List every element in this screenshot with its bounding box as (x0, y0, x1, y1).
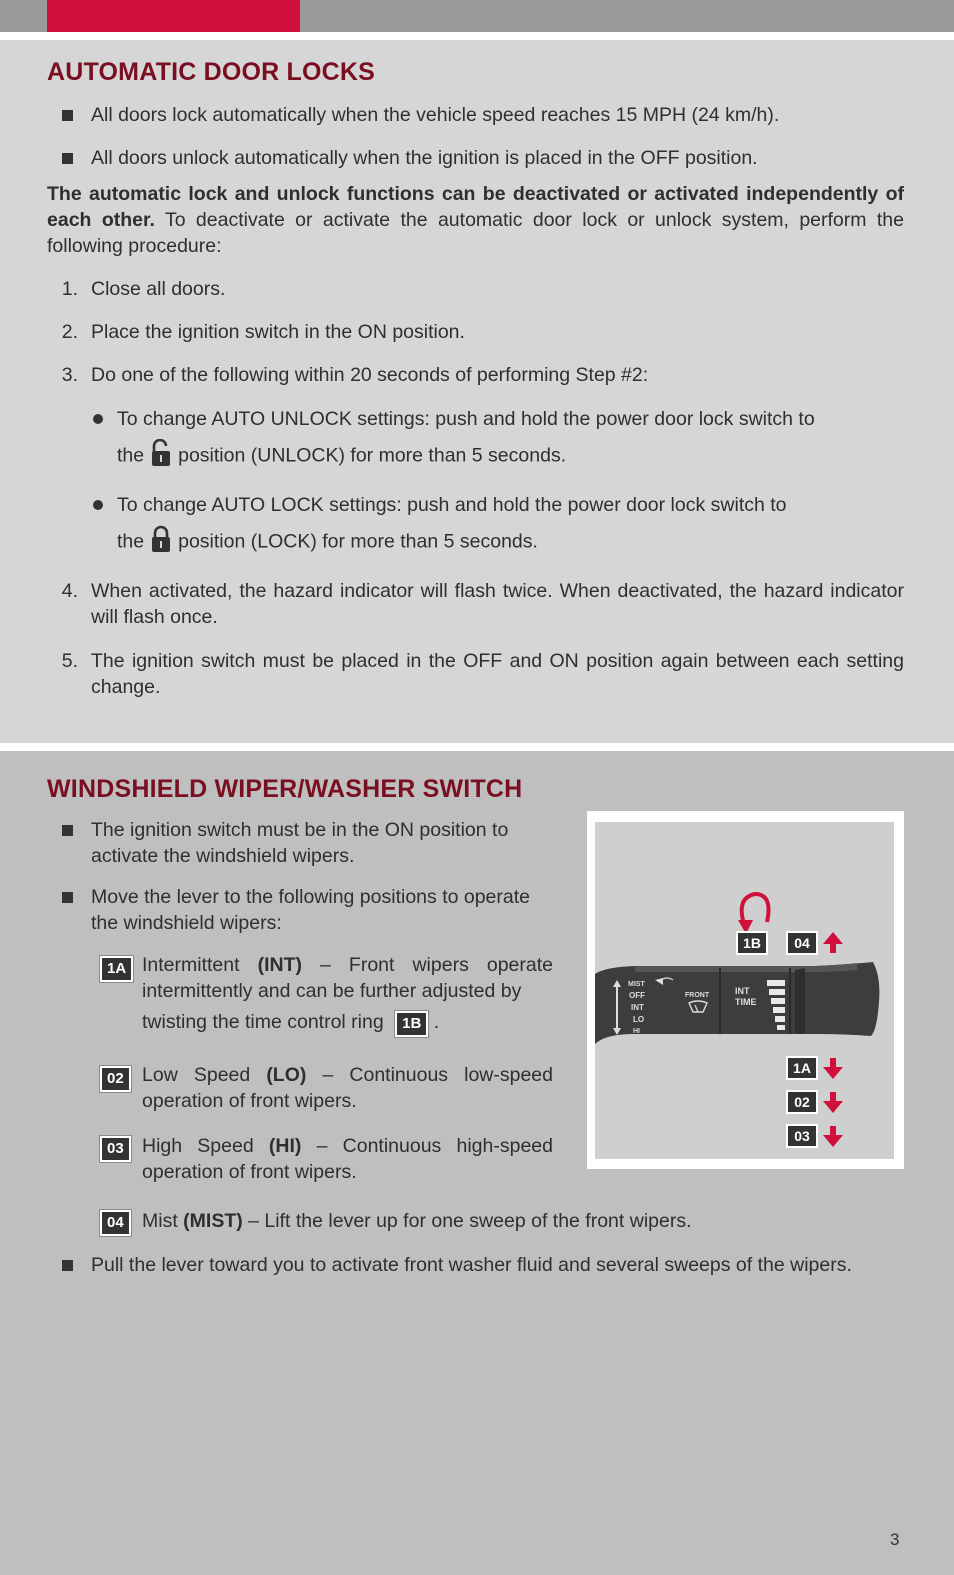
lever-label-hi: HI (633, 1028, 640, 1035)
twist-arrow-icon (738, 894, 769, 934)
wiper-heading: WINDSHIELD WIPER/WASHER SWITCH (47, 775, 523, 803)
figure-badge-02: 02 (794, 1094, 810, 1110)
item-label: Mist (142, 1210, 178, 1232)
badge-02: 02 (100, 1066, 131, 1092)
wiper-bullet-3: Pull the lever toward you to activate front washer fluid and several sweeps of the wipers. (91, 1254, 852, 1276)
step-number: 1. (61, 278, 78, 300)
item-text: – Front wipers operate intermittently and can be further adjusted by (142, 954, 553, 1002)
sub-step-lock-line2 (117, 525, 538, 560)
step-number: 2. (61, 321, 78, 343)
sub-pre: the (117, 444, 145, 467)
bullet-square (62, 1260, 73, 1271)
sub-step-unlock-line2 (117, 439, 566, 474)
door-locks-bullet-2: All doors unlock automatically when the ignition is placed in the OFF position. (91, 147, 758, 169)
bullet-dot (93, 500, 103, 510)
arrow-down-icon (823, 1092, 843, 1113)
item-bold: (INT) (257, 954, 302, 976)
item-bold: (LO) (266, 1064, 307, 1086)
door-locks-bullet-1: All doors lock automatically when the vehicle speed reaches 15 MPH (24 km/h). (91, 104, 780, 126)
intro-bold: The automatic lock and unlock functions can be deactivated or activated independently of each other. (47, 183, 904, 231)
bullet-square (62, 825, 73, 836)
front-label: FRONT (685, 992, 710, 999)
item-text: – Continuous high-speed operation of front wipers. (142, 1135, 553, 1183)
wiper-item-lo (142, 1062, 553, 1114)
badge-04: 04 (100, 1210, 131, 1236)
badge-03: 03 (100, 1136, 131, 1162)
item-bold: (HI) (268, 1135, 302, 1157)
item-text: – Continuous low-speed operation of front wipers. (142, 1064, 553, 1112)
item-end: . (433, 1011, 440, 1033)
door-locks-heading: AUTOMATIC DOOR LOCKS (47, 58, 376, 86)
step-number: 5. (61, 650, 78, 672)
sub-step-unlock: To change AUTO UNLOCK settings: push and hold the power door lock switch to (117, 408, 815, 430)
sub-post: position (UNLOCK) for more than 5 seconds. (178, 444, 567, 467)
wiper-lever-figure (587, 811, 904, 1169)
time-label: TIME (735, 997, 757, 1007)
page-number: 3 (890, 1530, 900, 1549)
step-text: Close all doors. (91, 278, 226, 300)
door-locks-intro (47, 181, 904, 259)
item-text2: twisting the time control ring (142, 1011, 384, 1033)
unlock-icon (150, 439, 172, 474)
lever-label-off: OFF (629, 991, 645, 1000)
bullet-square (62, 110, 73, 121)
lever-label-int: INT (631, 1003, 644, 1012)
bullet-square (62, 892, 73, 903)
top-bar (0, 0, 954, 32)
figure-badge-1a: 1A (793, 1060, 811, 1076)
badge-1b-inline: 1B (395, 1011, 428, 1037)
item-label: High Speed (142, 1135, 254, 1157)
intro-rest: To deactivate or activate the automatic door lock or unlock system, perform the following procedure: (47, 209, 904, 257)
wiper-item-int-line3 (142, 1009, 439, 1037)
step-text: When activated, the hazard indicator will flash twice. When deactivated, the hazard indicator will flash once. (91, 580, 904, 628)
figure-badge-03: 03 (794, 1128, 810, 1144)
figure-inner (595, 822, 894, 1159)
item-bold: (MIST) (183, 1210, 243, 1232)
badge-1a: 1A (100, 956, 133, 982)
arrow-up-icon (823, 932, 843, 953)
int-label: INT (735, 986, 750, 996)
bullet-dot (93, 414, 103, 424)
wiper-bullet-1: The ignition switch must be in the ON position to activate the windshield wipers. (91, 819, 509, 867)
bullet-square (62, 153, 73, 164)
sub-step-lock: To change AUTO LOCK settings: push and hold the power door lock switch to (117, 494, 787, 516)
item-text: – Lift the lever up for one sweep of the front wipers. (248, 1210, 692, 1232)
top-bar-accent (47, 0, 300, 32)
lock-icon (150, 525, 172, 560)
wiper-item-hi (142, 1133, 553, 1185)
wiper-item-int (142, 952, 553, 1004)
step-number: 4. (61, 580, 78, 602)
sub-post: position (LOCK) for more than 5 seconds. (178, 530, 538, 553)
step-text: Place the ignition switch in the ON position. (91, 321, 465, 343)
item-label: Low Speed (142, 1064, 251, 1086)
arrow-down-icon (823, 1126, 843, 1147)
item-label: Intermittent (142, 954, 240, 976)
step-number: 3. (61, 364, 78, 386)
sub-pre: the (117, 530, 145, 553)
wiper-bullet-2: Move the lever to the following positions to operate the windshield wipers: (91, 886, 531, 934)
figure-badge-1b: 1B (743, 935, 761, 951)
wiper-lever-illustration (595, 822, 894, 1159)
step-text: The ignition switch must be placed in the OFF and ON position again between each setting change. (91, 650, 904, 698)
wiper-item-mist (142, 1208, 692, 1234)
lever-label-lo: LO (633, 1015, 645, 1024)
lever-label-mist: MIST (628, 981, 645, 988)
arrow-down-icon (823, 1058, 843, 1079)
step-text: Do one of the following within 20 seconds of performing Step #2: (91, 364, 649, 386)
figure-badge-04: 04 (794, 935, 810, 951)
